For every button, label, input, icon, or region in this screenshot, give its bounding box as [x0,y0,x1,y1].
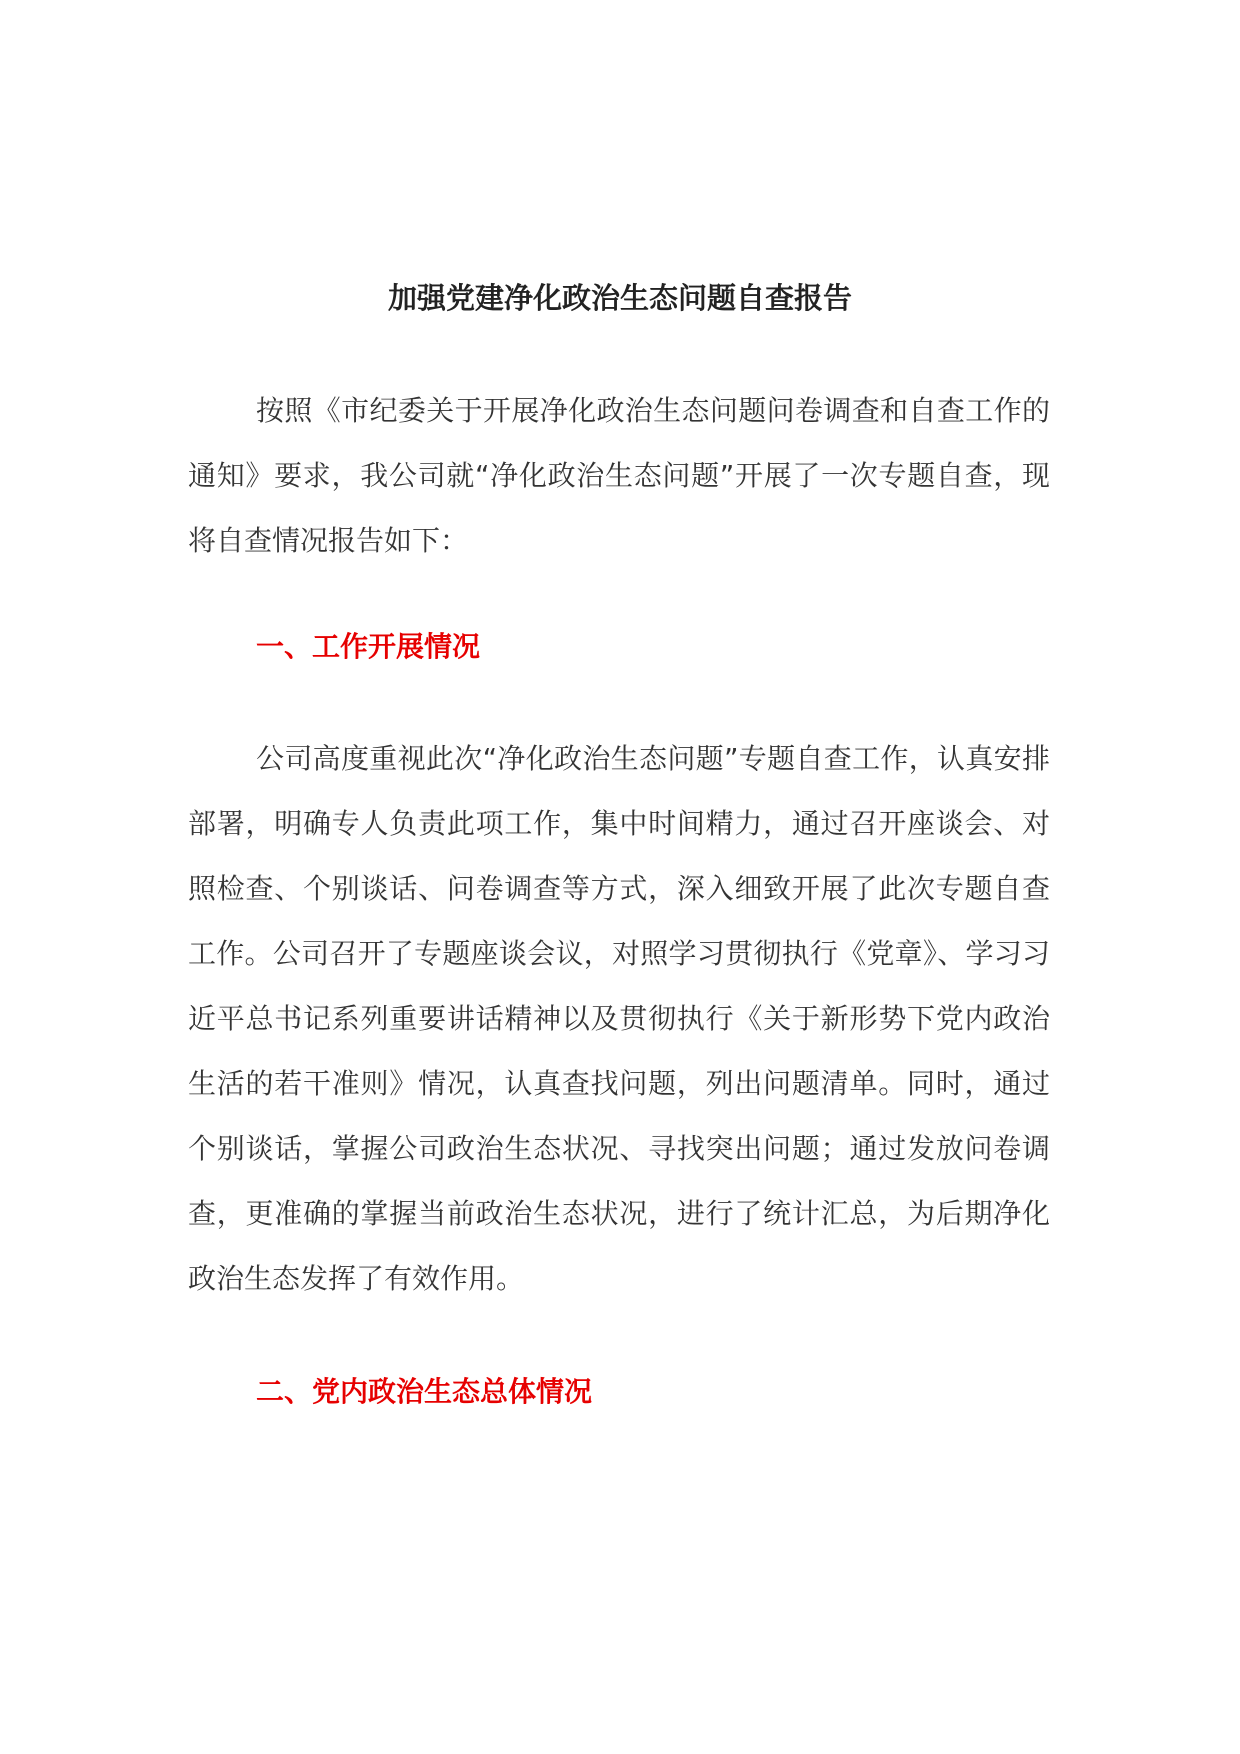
section-heading-1: 一、工作开展情况 [256,630,481,663]
intro-paragraph: 按照《市纪委关于开展净化政治生态问题问卷调查和自查工作的通知》要求，我公司就“净化政治生态问题”开展了一次专题自查，现将自查情况报告如下： [188,394,1050,557]
document-title: 加强党建净化政治生态问题自查报告 [387,281,852,316]
section-1-paragraph: 公司高度重视此次“净化政治生态问题”专题自查工作，认真安排部署，明确专人负责此项工作，集中时间精力，通过召开座谈会、对照检查、个别谈话、问卷调查等方式，深入细致开展了此次专题自查工作。公司召开了专题座谈会议，对照学习贯彻执行《党章》、学习习近平总书记系列重要讲话精神以及贯彻执行《关于新形势下党内政治生活的若干准则》情况，认真查找问题，列出问题清单。同时，通过个别谈话，掌握公司政治生态状况、寻找突出问题；通过发放问卷调查，更准确的掌握当前政治生态状况，进行了统计汇总，为后期净化政治生态发挥了有效作用。 [188,742,1050,1295]
section-heading-2: 二、党内政治生态总体情况 [256,1375,593,1408]
